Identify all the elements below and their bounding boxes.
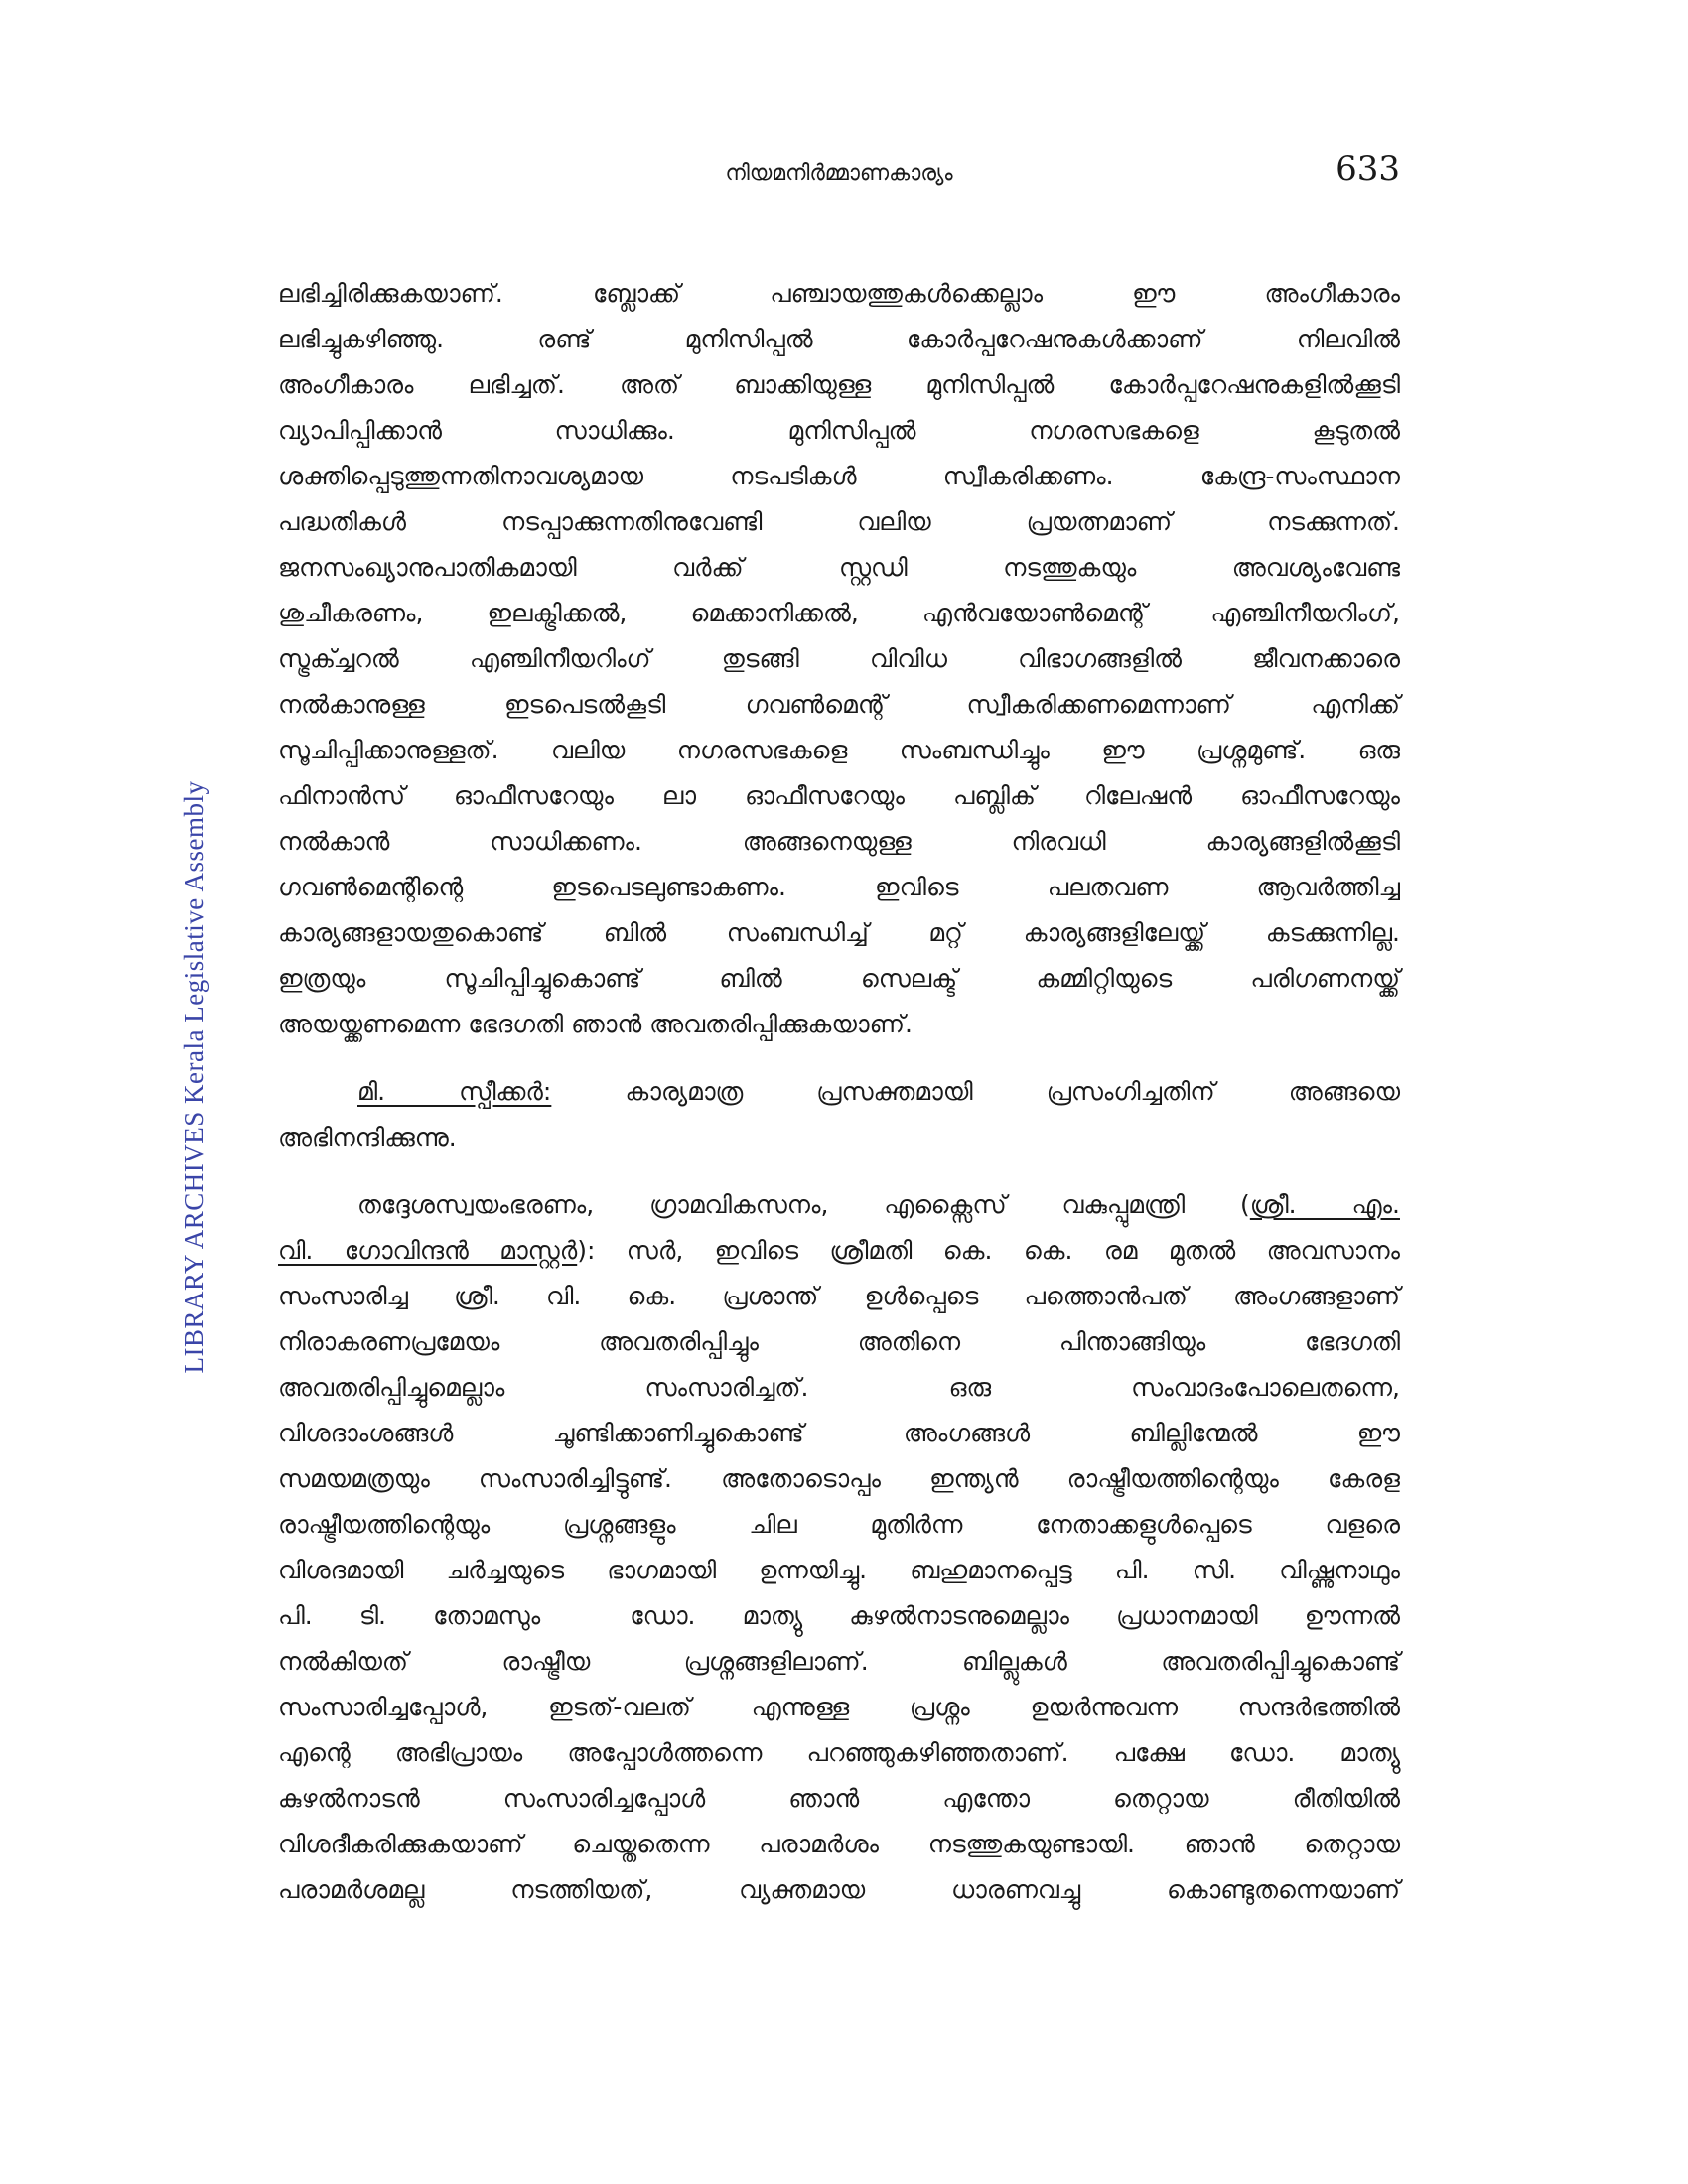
text-span: ): സർ, ഇവിടെ ശ്രീമതി കെ. കെ. രമ മുതൽ അവസാനം bbox=[577, 1236, 1400, 1265]
text-line: വ്യാപിപ്പിക്കാൻ സാധിക്കും. മുനിസിപ്പൽ നഗരസഭകളെ കൂടുതൽ bbox=[278, 416, 1400, 445]
text-span: കാര്യമാത്ര പ്രസക്തമായി പ്രസംഗിച്ചതിന് അങ്ങയെ bbox=[625, 1077, 1400, 1106]
minister-paragraph bbox=[278, 1182, 1400, 1913]
text-line: സമയമത്രയും സംസാരിച്ചിട്ടുണ്ട്. അതോടൊപ്പം ഇന്ത്യൻ രാഷ്ട്രീയത്തിന്റെയും കേരള bbox=[278, 1464, 1400, 1493]
text-line: പരാമർശമല്ല നടത്തിയത്, വ്യക്തമായ ധാരണവച്ചു കൊണ്ടുതന്നെയാണ് bbox=[278, 1875, 1400, 1904]
text-line: രാഷ്ട്രീയത്തിന്റെയും പ്രശ്നങ്ങളും ചില മുതിർന്ന നേതാക്കളുൾപ്പെടെ വളരെ bbox=[278, 1510, 1400, 1539]
text-line bbox=[278, 1593, 1400, 1639]
page-header bbox=[278, 149, 1400, 199]
text-line: ജനസംഖ്യാനുപാതികമായി വർക്ക് സ്റ്റഡി നടത്തുകയും അവശ്യംവേണ്ട bbox=[278, 553, 1400, 582]
text-line: കാര്യങ്ങളായതുകൊണ്ട് ബിൽ സംബന്ധിച്ച് മറ്റ് കാര്യങ്ങളിലേയ്ക്ക് കടക്കുന്നില്ല. bbox=[278, 918, 1400, 947]
text-line: ലഭിച്ചിരിക്കുകയാണ്. ബ്ലോക്ക് പഞ്ചായത്തുകൾക്കെല്ലാം ഈ അംഗീകാരം bbox=[278, 279, 1400, 308]
text-line bbox=[278, 1182, 1400, 1228]
text-line bbox=[278, 1228, 1400, 1274]
library-archives-stamp: LIBRARY ARCHIVES Kerala Legislative Assembly bbox=[179, 780, 209, 1374]
page-body bbox=[278, 271, 1400, 1913]
text-line: എന്റെ അഭിപ്രായം അപ്പോൾത്തന്നെ പറഞ്ഞുകഴിഞ്ഞതാണ്. പക്ഷേ ഡോ. മാത്യു bbox=[278, 1738, 1400, 1767]
text-line: ഫിനാൻസ് ഓഫീസറേയും ലാ ഓഫീസറേയും പബ്ലിക് റിലേഷൻ ഓഫീസറേയും bbox=[278, 781, 1400, 810]
text-line: സൂചിപ്പിക്കാനുള്ളത്. വലിയ നഗരസഭകളെ സംബന്ധിച്ചും ഈ പ്രശ്നമുണ്ട്. ഒരു bbox=[278, 736, 1400, 764]
text-line: നൽകാൻ സാധിക്കണം. അങ്ങനെയുള്ള നിരവധി കാര്യങ്ങളിൽക്കൂടി bbox=[278, 827, 1400, 856]
text-span: ഡോ. മാത്യു കുഴൽനാടനുമെല്ലാം പ്രധാനമായി ഊന്നൽ bbox=[630, 1601, 1400, 1630]
text-line: ലഭിച്ചുകഴിഞ്ഞു. രണ്ട് മുനിസിപ്പൽ കോർപ്പറേഷനുകൾക്കാണ് നിലവിൽ bbox=[278, 325, 1400, 353]
text-line: ഇത്രയും സൂചിപ്പിച്ചുകൊണ്ട് ബിൽ സെലക്ട് കമ്മിറ്റിയുടെ പരിഗണനയ്ക്ക് bbox=[278, 964, 1400, 993]
text-line: പദ്ധതികൾ നടപ്പാക്കുന്നതിനുവേണ്ടി വലിയ പ്രയത്നമാണ് നടക്കുന്നത്. bbox=[278, 507, 1400, 536]
text-line: സംസാരിച്ച ശ്രീ. വി. കെ. പ്രശാന്ത് ഉൾപ്പെടെ പത്തൊൻപത് അംഗങ്ങളാണ് bbox=[278, 1282, 1400, 1310]
speaker-paragraph bbox=[278, 1069, 1400, 1160]
speaker-name: മി. സ്പീക്കർ: bbox=[357, 1077, 552, 1106]
text-line: കുഴൽനാടൻ സംസാരിച്ചപ്പോൾ ഞാൻ എന്തോ തെറ്റായ രീതിയിൽ bbox=[278, 1784, 1400, 1813]
text-line: നൽകാനുള്ള ഇടപെടൽകൂടി ഗവൺമെന്റ് സ്വീകരിക്കണമെന്നാണ് എനിക്ക് bbox=[278, 690, 1400, 719]
text-line: സ്ട്രക്ച്ചറൽ എഞ്ചിനീയറിംഗ് തുടങ്ങി വിവിധ വിഭാഗങ്ങളിൽ ജീവനക്കാരെ bbox=[278, 644, 1400, 673]
text-line: വിശദമായി ചർച്ചയുടെ ഭാഗമായി ഉന്നയിച്ചു. ബഹുമാനപ്പെട്ട പി. സി. വിഷ്ണുനാഥും bbox=[278, 1556, 1400, 1584]
text-line: ശക്തിപ്പെടുത്തുന്നതിനാവശ്യമായ നടപടികൾ സ്വീകരിക്കണം. കേന്ദ്ര-സംസ്ഥാന bbox=[278, 462, 1400, 490]
speaker-name: വി. ഗോവിന്ദൻ മാസ്റ്റർ bbox=[278, 1236, 578, 1265]
text-line bbox=[278, 1069, 1400, 1115]
text-line: അഭിനന്ദിക്കുന്നു. bbox=[278, 1123, 457, 1152]
text-line: വിശദാംശങ്ങൾ ചൂണ്ടിക്കാണിച്ചുകൊണ്ട് അംഗങ്ങൾ ബില്ലിന്മേൽ ഈ bbox=[278, 1419, 1400, 1447]
text-line: അംഗീകാരം ലഭിച്ചത്. അത് ബാക്കിയുള്ള മുനിസിപ്പൽ കോർപ്പറേഷനുകളിൽക്കൂടി bbox=[278, 370, 1400, 399]
running-title: നിയമനിർമ്മാണകാര്യം bbox=[725, 161, 953, 186]
text-line: നിരാകരണപ്രമേയം അവതരിപ്പിച്ചും അതിനെ പിന്താങ്ങിയും ഭേദഗതി bbox=[278, 1327, 1400, 1356]
text-line: അയയ്ക്കണമെന്ന ഭേദഗതി ഞാൻ അവതരിപ്പിക്കുകയാണ്. bbox=[278, 1010, 913, 1038]
text-line: നൽകിയത് രാഷ്ട്രീയ പ്രശ്നങ്ങളിലാണ്. ബില്ലുകൾ അവതരിപ്പിച്ചുകൊണ്ട് bbox=[278, 1647, 1400, 1676]
text-span: പി. ടി. തോമസും bbox=[278, 1601, 541, 1630]
speaker-name: ശ്രീ. എം. bbox=[1249, 1190, 1400, 1219]
text-line: ഗവൺമെന്റിന്റെ ഇടപെടലുണ്ടാകണം. ഇവിടെ പലതവണ ആവർത്തിച്ച bbox=[278, 873, 1400, 901]
text-line: സംസാരിച്ചപ്പോൾ, ഇടത്-വലത് എന്നുള്ള പ്രശ്നം ഉയർന്നുവന്ന സന്ദർഭത്തിൽ bbox=[278, 1693, 1400, 1721]
page-number: 633 bbox=[1336, 149, 1400, 189]
paragraph-continuation bbox=[278, 271, 1400, 1047]
text-line: ശുചീകരണം, ഇലക്ട്രിക്കൽ, മെക്കാനിക്കൽ, എൻവയോൺമെന്റ് എഞ്ചിനീയറിംഗ്, bbox=[278, 599, 1400, 627]
text-span: തദ്ദേശസ്വയംഭരണം, ഗ്രാമവികസനം, എക്സൈസ് വകുപ്പുമന്ത്രി ( bbox=[357, 1190, 1250, 1219]
text-line: അവതരിപ്പിച്ചുമെല്ലാം സംസാരിച്ചത്. ഒരു സംവാദംപോലെതന്നെ, bbox=[278, 1373, 1400, 1402]
text-line: വിശദീകരിക്കുകയാണ് ചെയ്തതെന്ന പരാമർശം നടത്തുകയുണ്ടായി. ഞാൻ തെറ്റായ bbox=[278, 1830, 1400, 1858]
